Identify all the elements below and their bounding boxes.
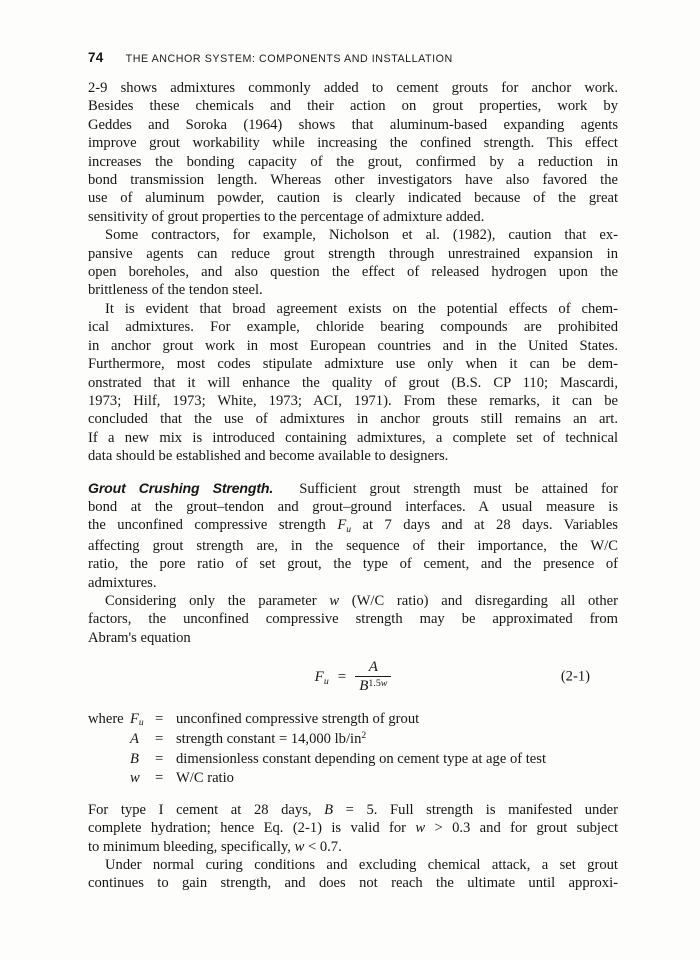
paragraph-5 <box>88 592 618 647</box>
text-line: data should be established and become available to designers. <box>88 448 449 465</box>
definition-symbol: B <box>130 750 139 767</box>
text-line: affecting grout strength are, in the sequence of their importance, the W/C <box>88 537 618 554</box>
paragraph-4 <box>88 479 618 592</box>
definition-symbol: w <box>130 769 140 786</box>
text-line: complete hydration; hence Eq. (2-1) is valid for w > 0.3 and for grout subject <box>88 820 618 837</box>
fraction-numerator: A <box>368 659 378 676</box>
definition-intro: where <box>88 710 124 727</box>
text-line: improve grout workability while increasing the confined strength. This effect <box>88 135 618 152</box>
text-line: factors, the unconfined compressive strength may be approximated from <box>88 611 618 628</box>
equation-expression <box>315 659 392 696</box>
text-line: use of aluminum powder, caution is clearly indicated because of the great <box>88 190 618 207</box>
paragraph-3 <box>88 300 618 466</box>
text-line: Under normal curing conditions and excluding chemical attack, a set grout <box>105 856 618 873</box>
text-line: Grout Crushing Strength. Sufficient grout strength must be attained for <box>88 479 618 497</box>
definition-intro <box>88 750 130 769</box>
section-heading: Grout Crushing Strength. <box>88 479 274 496</box>
fraction <box>355 659 391 696</box>
text-line: brittleness of the tendon steel. <box>88 282 263 299</box>
paragraph-1 <box>88 79 618 226</box>
page-number: 74 <box>88 50 104 65</box>
text-line: continues to gain strength, and does not reach the ultimate until approxi- <box>88 875 618 892</box>
fraction-denominator: $B^{1.5w}$ <box>355 676 391 695</box>
definition-equals: = <box>155 769 164 786</box>
definition-symbol: $F_u$ <box>130 710 144 729</box>
text-line: concluded that the use of admixtures in anchor grouts still remains an art. <box>88 411 618 428</box>
text-line: bond transmission length. Whereas other investigators have also favored the <box>88 172 618 189</box>
text-line: Considering only the parameter w (W/C ratio) and disregarding all other <box>105 592 618 609</box>
running-title: THE ANCHOR SYSTEM: COMPONENTS AND INSTALLATION <box>125 53 453 65</box>
text-line: If a new mix is introduced containing admixtures, a complete set of technical <box>88 429 618 446</box>
equation-2-1 <box>88 659 618 696</box>
definition-list <box>88 710 618 788</box>
text-line: 2-9 shows admixtures commonly added to cement grouts for anchor work. <box>88 80 618 96</box>
definition-text: strength constant = 14,000 $lb/in^2$ <box>176 730 367 747</box>
text-line: Abram's equation <box>88 629 191 646</box>
definition-equals: = <box>155 710 164 727</box>
text-line: increases the bonding capacity of the grout, confirmed by a reduction in <box>88 153 618 170</box>
text-line: onstrated that it will enhance the quality of grout (B.S. CP 110; Mascardi, <box>88 374 618 391</box>
paragraph-9 <box>88 856 618 893</box>
text-line: the unconfined compressive strength $F_u$ at 7 days and at 28 days. Variables <box>88 517 618 536</box>
definition-equals: = <box>155 750 164 767</box>
text-line: For type I cement at 28 days, B = 5. Full strength is manifested under <box>88 801 618 818</box>
equation-label: (2-1) <box>560 668 590 685</box>
text-line: Furthermore, most codes stipulate admixture use only when it can be dem- <box>88 356 618 373</box>
page-header <box>88 50 453 65</box>
text-line: open boreholes, and also question the effect of released hydrogen upon the <box>88 264 618 281</box>
text-line: pansive agents can reduce grout strength through unrestrained expansion in <box>88 245 618 262</box>
text-line: 1973; Hilf, 1973; White, 1973; ACI, 1971). From these remarks, it can be <box>88 392 618 409</box>
definition-text: dimensionless constant depending on cement type at age of test <box>176 750 547 767</box>
text-line: sensitivity of grout properties to the percentage of admixture added. <box>88 208 485 225</box>
text-line: Geddes and Soroka (1964) shows that aluminum-based expanding agents <box>88 116 618 133</box>
text-line: bond at the grout–tendon and grout–ground interfaces. A usual measure is <box>88 498 618 515</box>
text-line: ical admixtures. For example, chloride bearing compounds are prohibited <box>88 319 618 336</box>
text-line: Some contractors, for example, Nicholson et al. (1982), caution that ex- <box>105 227 618 244</box>
paragraph-8 <box>88 801 618 856</box>
text-line: ratio, the pore ratio of set grout, the type of cement, and the presence of <box>88 556 618 573</box>
definition-intro <box>88 730 130 750</box>
paragraph-2 <box>88 226 618 300</box>
text-line: admixtures. <box>88 574 157 591</box>
definition-intro <box>88 769 130 788</box>
equals-sign: = <box>337 668 347 685</box>
text-line: to minimum bleeding, specifically, w < 0.7. <box>88 838 342 855</box>
definition-text: unconfined compressive strength of grout <box>176 710 420 727</box>
text-line: It is evident that broad agreement exists on the potential effects of chem- <box>105 300 618 317</box>
equation-lhs: $F_u$ <box>314 668 329 687</box>
definition-symbol: A <box>130 730 139 747</box>
definition-text: W/C ratio <box>176 769 234 786</box>
text-column <box>88 79 618 893</box>
text-line: in anchor grout work in most European countries and in the United States. <box>88 337 618 354</box>
text-line: Besides these chemicals and their action on grout properties, work by <box>88 98 618 115</box>
definition-equals: = <box>155 730 164 747</box>
